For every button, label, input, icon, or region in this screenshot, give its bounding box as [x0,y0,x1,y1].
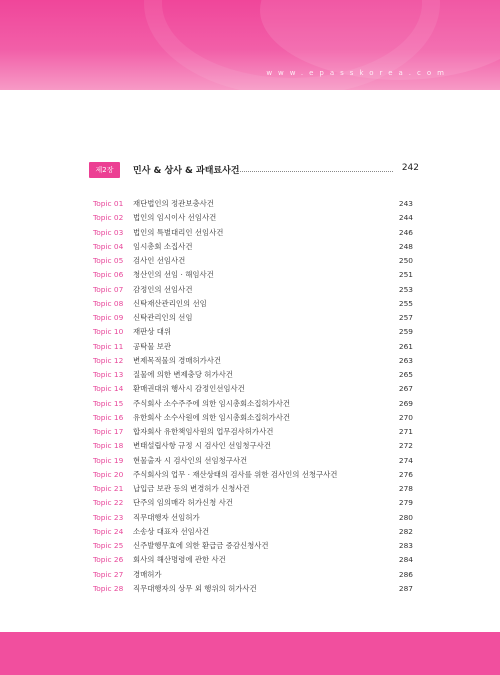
topic-title: 법인의 임시이사 선임사건 [133,213,217,223]
topic-number: Topic 16 [93,412,124,422]
page-number: 263 [398,355,413,365]
topic-number: Topic 02 [93,213,124,223]
page-number: 259 [398,327,413,337]
topic-title: 단주의 임의매각 허가신청 사건 [133,498,233,508]
toc-row[interactable] [93,240,413,254]
topic-title: 공탁물 보관 [133,341,172,351]
toc-row[interactable] [93,525,413,539]
topic-title: 신주발행무효에 의한 환급금 증감신청사건 [133,541,269,550]
topic-number: Topic 20 [93,469,124,479]
chapter-title: 민사 & 상사 & 과태료사건 [133,166,240,176]
topic-title: 유한회사 소수사원에 의한 임시총회소집허가사건 [133,412,290,422]
topic-number: Topic 25 [93,541,124,550]
page-number: 251 [398,270,413,280]
topic-number: Topic 13 [93,370,124,379]
topic-title: 경매허가 [133,569,162,579]
topic-title: 검사인 선임사건 [133,256,186,265]
topic-number: Topic 18 [93,441,124,451]
topic-title: 환매권대위 행사시 감정인선임사건 [133,384,245,394]
topic-title: 신탁관리인의 선임 [133,313,193,322]
topic-title: 임시총회 소집사건 [133,241,193,251]
page-number: 246 [398,227,413,237]
toc-row[interactable] [93,354,413,368]
topic-title: 재단법인의 정관보충사건 [133,199,214,208]
topic-title: 주식회사 소수주주에 의한 임시총회소집허가사건 [133,398,290,408]
toc-row[interactable] [93,197,413,211]
chapter-page: 242 [401,163,419,173]
topic-number: Topic 22 [93,498,124,508]
topic-number: Topic 15 [93,398,124,408]
topic-title: 납입금 보관 등의 변경허가 신청사건 [133,484,250,493]
page-number: 270 [398,412,413,422]
topic-number: Topic 14 [93,384,124,394]
toc-row[interactable] [93,368,413,382]
toc-row[interactable] [93,397,413,411]
page-number: 243 [398,199,413,208]
topic-number: Topic 09 [93,313,124,322]
toc-row[interactable] [93,311,413,325]
toc-row[interactable] [93,439,413,453]
topic-title: 질물에 의한 변제충당 허가사건 [133,370,233,379]
page-number: 279 [398,498,413,508]
page-number: 261 [398,341,413,351]
toc-row[interactable] [93,325,413,339]
toc-row[interactable] [93,297,413,311]
topic-number: Topic 06 [93,270,124,280]
page-number: 278 [398,484,413,493]
topic-title: 신탁재산관리인의 선임 [133,298,207,308]
topic-title: 재판상 대위 [133,327,172,337]
toc-row[interactable] [93,268,413,282]
page-footer-band [0,632,500,675]
page-number: 271 [398,427,413,436]
page-number: 283 [398,541,413,550]
page-number: 257 [398,313,413,322]
page-number: 280 [398,512,413,522]
topic-title: 법인의 특별대리인 선임사건 [133,227,224,237]
chapter-heading [89,162,419,178]
page-number: 244 [398,213,413,223]
toc-row[interactable] [93,382,413,396]
topic-number: Topic 11 [93,341,124,351]
page-number: 274 [398,455,413,465]
toc-row[interactable] [93,454,413,468]
toc-row[interactable] [93,211,413,225]
topic-number: Topic 12 [93,355,124,365]
toc-row[interactable] [93,568,413,582]
topic-number: Topic 28 [93,583,124,593]
toc-row[interactable] [93,582,413,596]
topic-number: Topic 08 [93,298,124,308]
toc-row[interactable] [93,425,413,439]
topic-number: Topic 10 [93,327,124,337]
topic-title: 직무대행자 선임허가 [133,512,200,522]
topic-title: 현물출자 시 검사인의 선임청구사건 [133,455,248,465]
toc-row[interactable] [93,553,413,567]
page-number: 287 [398,583,413,593]
toc-row[interactable] [93,226,413,240]
page-number: 265 [398,370,413,379]
topic-number: Topic 24 [93,526,124,536]
toc-row[interactable] [93,468,413,482]
page-number: 286 [398,569,413,579]
page-number: 267 [398,384,413,394]
toc-row[interactable] [93,283,413,297]
topic-title: 변태설립사항 규정 시 검사인 선임청구사건 [133,441,271,451]
page-header-banner [0,0,500,90]
chapter-tag: 제2장 [89,162,120,178]
page-number: 284 [398,555,413,565]
topic-number: Topic 26 [93,555,124,565]
page-number: 253 [398,284,413,294]
header-url: www.epasskorea.com [266,69,450,77]
toc-row[interactable] [93,254,413,268]
topic-number: Topic 19 [93,455,124,465]
topic-title: 회사의 해산명령에 관한 사건 [133,555,226,565]
page-number: 282 [398,526,413,536]
topic-title: 주식회사의 업무 · 재산상태의 검사를 위한 검사인의 선청구사건 [133,469,338,479]
topic-title: 합자회사 유한책임사원의 업무검사허가사건 [133,427,274,436]
topic-number: Topic 05 [93,256,124,265]
topic-title: 청산인의 선임 · 해임사건 [133,270,214,280]
topic-number: Topic 23 [93,512,124,522]
page-number: 250 [398,256,413,265]
topic-number: Topic 17 [93,427,124,436]
toc-row[interactable] [93,511,413,525]
topic-number: Topic 07 [93,284,124,294]
topic-title: 감정인의 선임사건 [133,284,193,294]
topic-number: Topic 03 [93,227,124,237]
topic-title: 직무대행자의 상무 외 행위의 허가사건 [133,583,257,593]
leader-dots [233,171,393,172]
toc-row[interactable] [93,539,413,553]
topic-number: Topic 27 [93,569,124,579]
table-of-contents [93,197,413,596]
page-number: 272 [398,441,413,451]
topic-title: 변제목적물의 경매허가사건 [133,355,222,365]
topic-number: Topic 21 [93,484,124,493]
toc-row[interactable] [93,496,413,510]
page-number: 248 [398,241,413,251]
page-number: 255 [398,298,413,308]
topic-number: Topic 01 [93,199,124,208]
page-number: 269 [398,398,413,408]
toc-row[interactable] [93,340,413,354]
page-number: 276 [398,469,413,479]
topic-title: 소송상 대표자 선임사건 [133,526,210,536]
toc-row[interactable] [93,411,413,425]
toc-row[interactable] [93,482,413,496]
topic-number: Topic 04 [93,241,124,251]
